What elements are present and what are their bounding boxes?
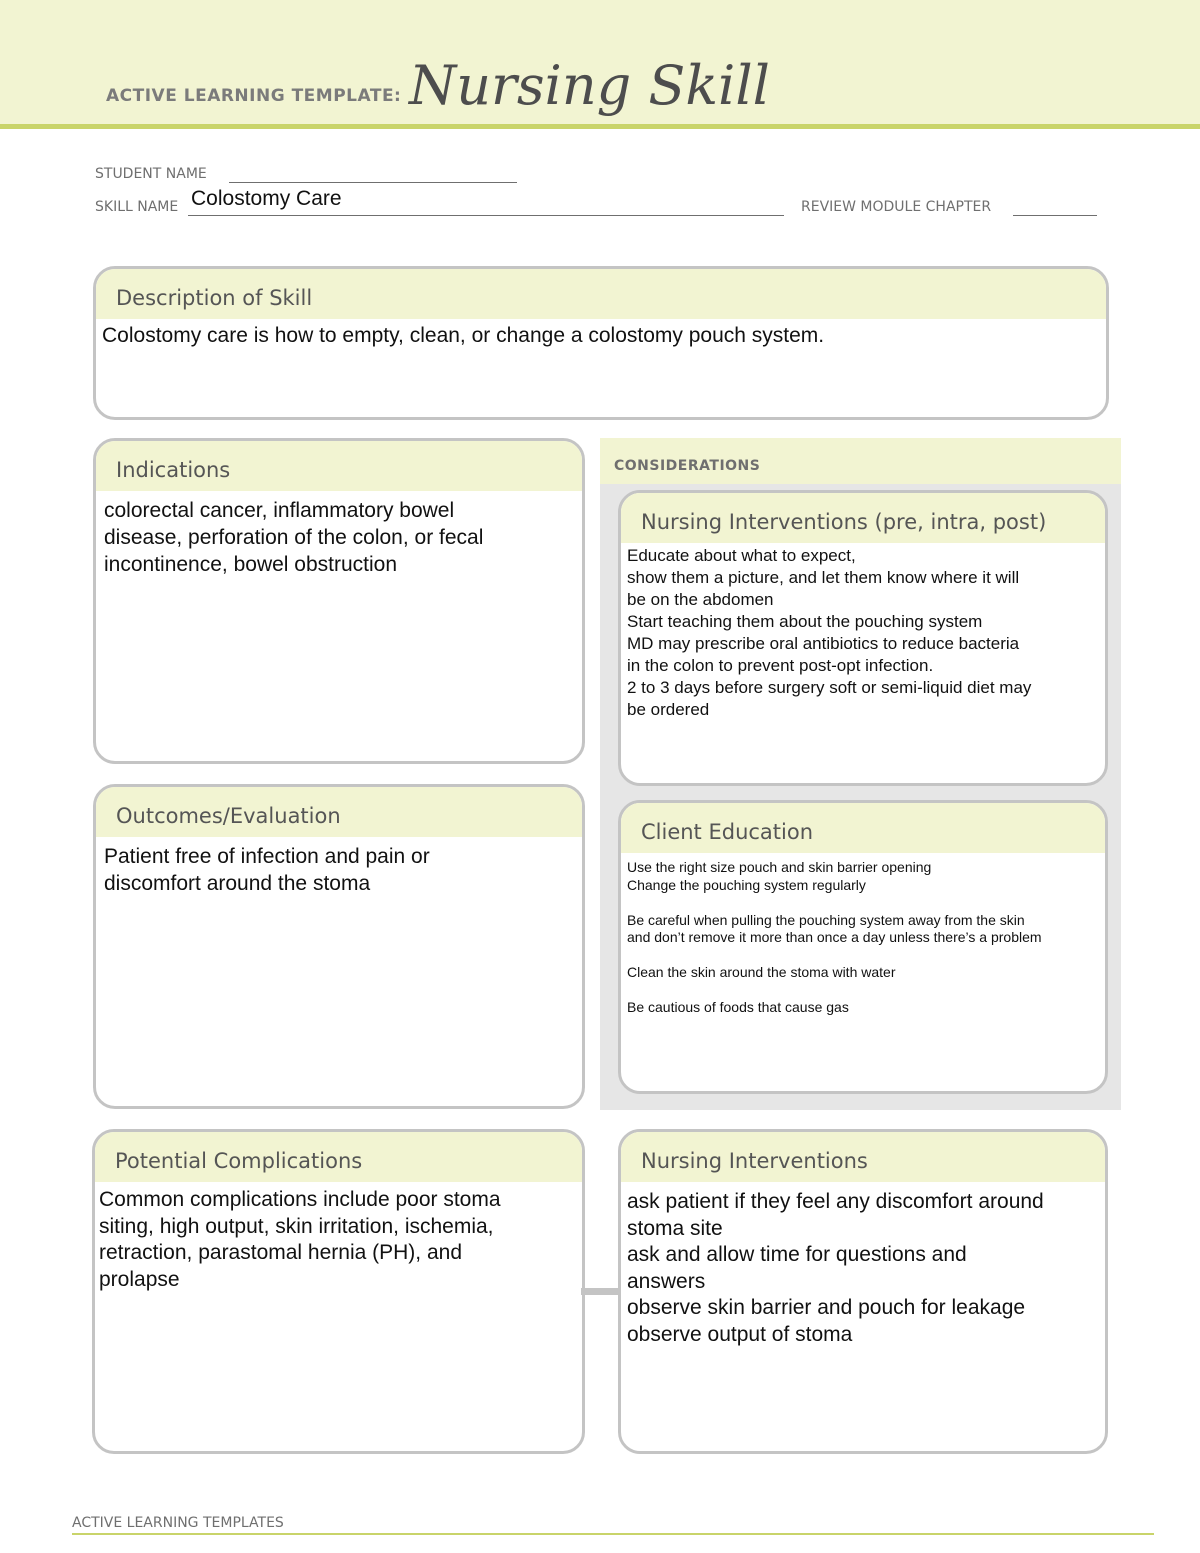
nursing-interventions-text[interactable]: ask patient if they feel any discomfort around stoma site ask and allow time for questions and answers observe skin barrier and pouch for leakage observe output of stoma [627,1190,1044,1346]
nursing-interventions-pip-text[interactable]: Educate about what to expect, show them a picture, and let them know where it will be on the abdomen Start teaching them about the pouching system MD may prescribe oral antibiotics to reduce bacteria in the colon to prevent post-opt infection. 2 to 3 days before surgery soft or semi-liquid diet may be ordered [627,546,1032,719]
indications-box [93,438,585,764]
footer-divider [72,1533,1154,1535]
complications-box [92,1129,585,1454]
template-header [0,0,1200,129]
nursing-interventions-box [618,1129,1108,1454]
outcomes-text[interactable]: Patient free of infection and pain or discomfort around the stoma [104,845,430,895]
considerations-label: CONSIDERATIONS [614,458,761,474]
template-prefix: ACTIVE LEARNING TEMPLATE: [106,86,402,106]
indications-text[interactable]: colorectal cancer, inflammatory bowel disease, perforation of the colon, or fecal incontinence, bowel obstruction [104,499,484,576]
connector-bar [581,1288,621,1295]
student-name-label: STUDENT NAME [95,166,207,182]
review-module-label: REVIEW MODULE CHAPTER [801,199,992,215]
skill-name-label: SKILL NAME [95,199,179,215]
description-text[interactable]: Colostomy care is how to empty, clean, or change a colostomy pouch system. [102,324,825,347]
description-title: Description of Skill [96,269,1106,319]
complications-title: Potential Complications [95,1132,582,1182]
skill-name-field[interactable] [188,215,784,216]
client-education-title: Client Education [621,803,1105,853]
complications-text[interactable]: Common complications include poor stoma siting, high output, skin irritation, ischemia, retraction, parastomal hernia (PH), and prolapse [99,1188,501,1291]
student-name-field[interactable] [229,182,517,183]
nursing-interventions-pip-box [618,490,1108,786]
description-box [93,266,1109,420]
skill-name-value[interactable]: Colostomy Care [191,187,342,210]
outcomes-title: Outcomes/Evaluation [96,787,582,837]
footer-label: ACTIVE LEARNING TEMPLATES [72,1515,284,1531]
indications-title: Indications [96,441,582,491]
outcomes-box [93,784,585,1109]
review-module-field[interactable] [1013,215,1097,216]
client-education-text[interactable]: Use the right size pouch and skin barrier opening Change the pouching system regularly Be careful when pulling the pouching system away from the skin and don’t remove it more than once a day unless there’s a problem Clean the skin around the stoma with water Be cautious of foods that cause gas [627,859,1042,1015]
nursing-interventions-pip-title: Nursing Interventions (pre, intra, post) [621,493,1105,543]
client-education-box [618,800,1108,1094]
nursing-interventions-title: Nursing Interventions [621,1132,1105,1182]
template-title: Nursing Skill [409,54,770,117]
